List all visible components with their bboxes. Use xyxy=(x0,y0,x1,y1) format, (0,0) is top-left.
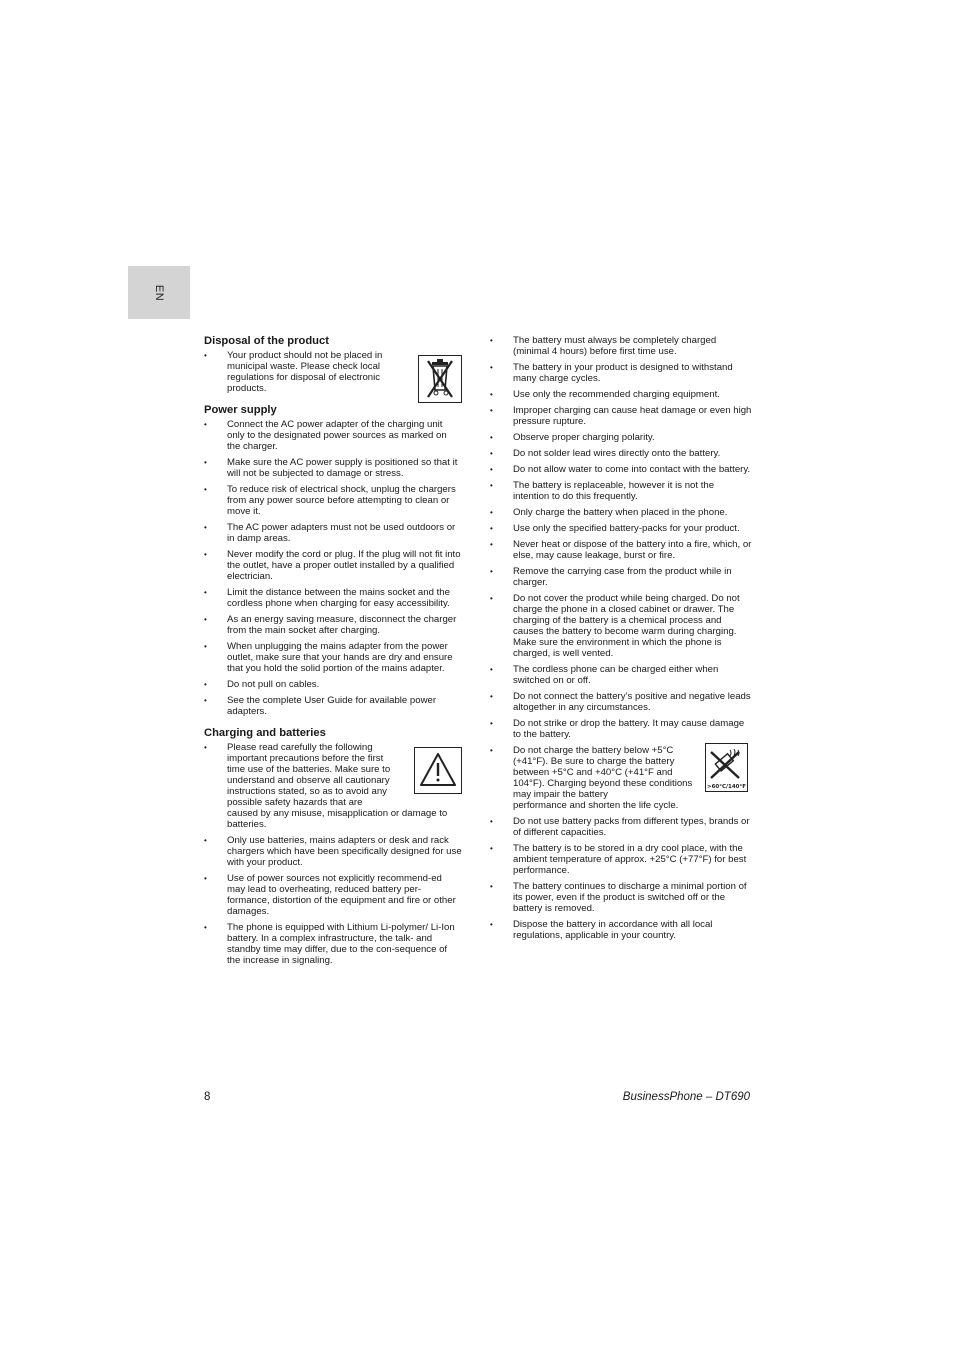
list-item: • Do not allow water to come into contact with the battery. xyxy=(490,464,752,475)
list-item: • The battery is to be stored in a dry cool place, with the ambient temperature of approx. +25°C (+77°F) for best performance. xyxy=(490,843,752,876)
language-tab-label: EN xyxy=(153,284,165,301)
list-item: • Use only the specified battery-packs for your product. xyxy=(490,523,752,534)
list-item: • The battery in your product is designed to withstand many charge cycles. xyxy=(490,362,752,384)
list-item: • The battery must always be completely charged (minimal 4 hours) before first time use. xyxy=(490,335,752,357)
list-item-text: performance and shorten the life cycle. xyxy=(513,800,679,811)
list-item: • The phone is equipped with Lithium Li-polymer/ Li-Ion battery. In a complex infrastructure, the talk- and standby time may differ, due to the con-sequence of the increase in signaling. xyxy=(204,922,462,966)
list-item-text: • Please read carefully the following important precautions before the first time use of the batteries. Make sure to understand and observe all cautionary instructions stated, so as to avoid any possible safety hazards that are xyxy=(227,742,391,808)
list-item: • Your product should not be placed in municipal waste. Please check local regulations for disposal of electronic products. xyxy=(204,350,403,394)
list-item: • The AC power adapters must not be used outdoors or in damp areas. xyxy=(204,522,462,544)
list-item: • Do not strike or drop the battery. It may cause damage to the battery. xyxy=(490,718,752,740)
list-item: • See the complete User Guide for available power adapters. xyxy=(204,695,462,717)
list-item: • Do not connect the battery’s positive and negative leads altogether in any circumstances. xyxy=(490,691,752,713)
list-item: • Only use batteries, mains adapters or desk and rack chargers which have been specifically designed for use with your product. xyxy=(204,835,462,868)
list-item: • Dispose the battery in accordance with all local regulations, applicable in your country. xyxy=(490,919,752,941)
list-item: • Never modify the cord or plug. If the plug will not fit into the outlet, have a proper outlet installed by a qualified electrician. xyxy=(204,549,462,582)
temperature-warning-icon xyxy=(705,743,748,792)
list-item: • Limit the distance between the mains socket and the cordless phone when charging for easy accessibility. xyxy=(204,587,462,609)
list-item: • Use only the recommended charging equipment. xyxy=(490,389,752,400)
right-column xyxy=(490,335,752,946)
list-item: • Only charge the battery when placed in the phone. xyxy=(490,507,752,518)
list-item-text: caused by any misuse, misapplication or damage to batteries. xyxy=(227,808,448,830)
language-tab xyxy=(128,266,190,319)
list-item: • Improper charging can cause heat damage or even high pressure rupture. xyxy=(490,405,752,427)
list-item: • When unplugging the mains adapter from the power outlet, make sure that your hands are dry and ensure that you hold the solid portion of the mains adapter. xyxy=(204,641,462,674)
page-number: 8 xyxy=(204,1091,211,1103)
power-supply-heading: Power supply xyxy=(204,404,277,416)
list-item: • Connect the AC power adapter of the charging unit only to the designated power sources as marked on the charger. xyxy=(204,419,462,452)
list-item: • Make sure the AC power supply is positioned so that it will not be subjected to damage or stress. xyxy=(204,457,462,479)
list-item: • Do not solder lead wires directly onto the battery. xyxy=(490,448,752,459)
footer-product-title: BusinessPhone – DT690 xyxy=(622,1091,750,1103)
left-column xyxy=(204,335,462,976)
crossed-bin-icon xyxy=(418,355,462,403)
charging-section xyxy=(204,727,462,966)
temperature-icon-label: >60°C/140°F xyxy=(706,784,747,790)
list-item: • As an energy saving measure, disconnect the charger from the main socket after charging. xyxy=(204,614,462,636)
list-item: • Never heat or dispose of the battery into a fire, which, or else, may cause leakage, burst or fire. xyxy=(490,539,752,561)
charging-heading: Charging and batteries xyxy=(204,727,326,739)
disposal-section xyxy=(204,335,462,394)
list-item: • To reduce risk of electrical shock, unplug the chargers from any power source before attempting to clean or move it. xyxy=(204,484,462,517)
list-item: • Remove the carrying case from the product while in charger. xyxy=(490,566,752,588)
list-item: • The battery is replaceable, however it is not the intention to do this frequently. xyxy=(490,480,752,502)
warning-icon xyxy=(414,747,462,794)
power-supply-section xyxy=(204,404,462,717)
list-item: • Do not use battery packs from different types, brands or of different capacities. xyxy=(490,816,752,838)
list-item: • Observe proper charging polarity. xyxy=(490,432,752,443)
list-item-text: • Do not charge the battery below +5°C (+41°F). Be sure to charge the battery between +5°C and +40°C (+41°F and 104°F). Charging beyond these conditions may impair the battery xyxy=(513,745,693,800)
list-item: • The cordless phone can be charged either when switched on or off. xyxy=(490,664,752,686)
disposal-heading: Disposal of the product xyxy=(204,335,329,347)
list-item xyxy=(490,745,752,811)
list-item: • Do not cover the product while being charged. Do not charge the phone in a closed cabinet or drawer. The charging of the battery is a chemical process and causes the battery to become warm during charging. Make sure the environment in which the phone is charged, is well vented. xyxy=(490,593,752,659)
list-item: • The battery continues to discharge a minimal portion of its power, even if the product is switched off or the battery is removed. xyxy=(490,881,752,914)
list-item: • Do not pull on cables. xyxy=(204,679,462,690)
list-item: • Use of power sources not explicitly recommend-ed may lead to overheating, reduced battery per-formance, distortion of the equipment and fire or other damages. xyxy=(204,873,462,917)
